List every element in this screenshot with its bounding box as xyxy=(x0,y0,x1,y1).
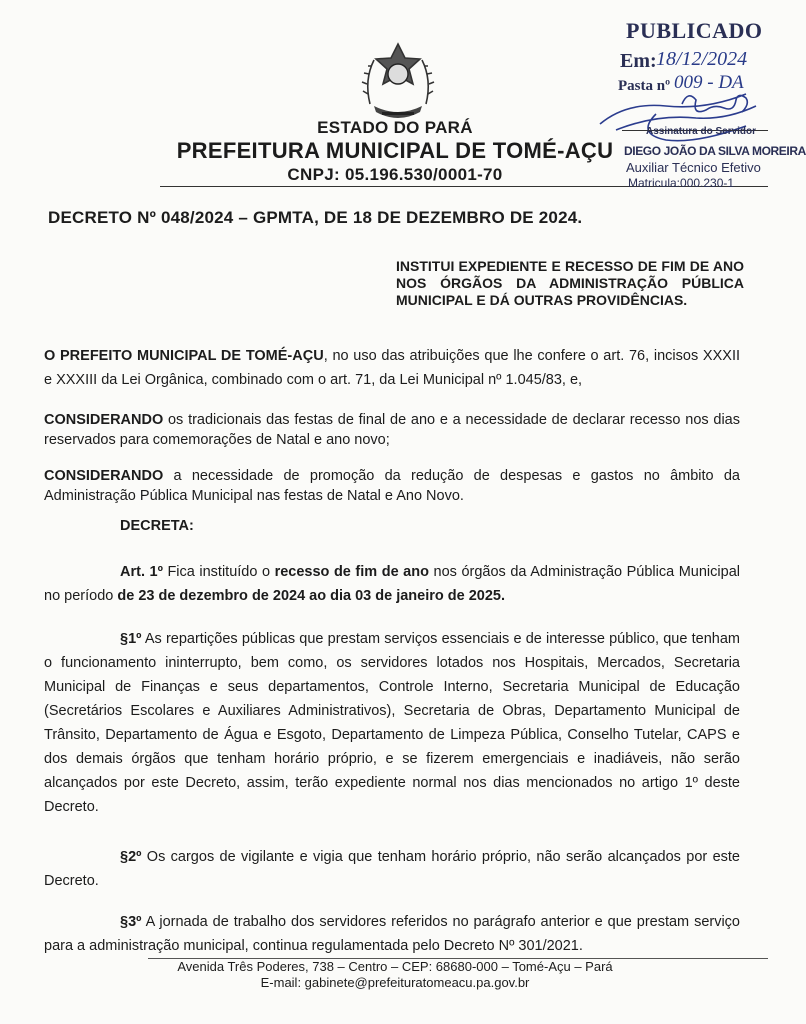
decree-summary: INSTITUI EXPEDIENTE E RECESSO DE FIM DE ANO NOS ÓRGÃOS DA ADMINISTRAÇÃO PÚBLICA MUNICIPAL E DÁ OUTRAS PROVIDÊNCIAS. xyxy=(396,258,744,308)
considering-label-1: CONSIDERANDO xyxy=(44,412,164,428)
cnpj: CNPJ: 05.196.530/0001-70 xyxy=(287,165,503,184)
intro-text: , no uso das atribuições que lhe confere o art. 76, incisos XXXII e XXXIII da Lei Orgânica, combinado com o art. 71, da Lei Municipal nº 1.045/83, e, xyxy=(44,348,740,388)
stamp-title: PUBLICADO xyxy=(626,18,763,43)
coat-of-arms-emblem xyxy=(360,38,436,122)
stamp-servant-role: Auxiliar Técnico Efetivo xyxy=(626,160,761,175)
paragraph-3 xyxy=(44,910,740,958)
considering-text-1: os tradicionais das festas de final de ano e a necessidade de declarar recesso nos dias reservados para comemorações de Natal e ano novo; xyxy=(44,412,740,448)
published-stamp xyxy=(596,12,806,192)
decreta-heading: DECRETA: xyxy=(120,518,194,534)
article-1 xyxy=(44,560,740,608)
stamp-date-value: 18/12/2024 xyxy=(656,48,748,70)
stamp-servant-name: DIEGO JOÃO DA SILVA MOREIRA xyxy=(624,144,806,158)
paragraph-2 xyxy=(44,845,740,893)
article-1-text-a: Fica instituído o xyxy=(162,564,275,580)
stamp-date-label: Em: xyxy=(620,50,657,72)
paragraph-1 xyxy=(44,627,740,819)
considering-paragraph-1 xyxy=(44,410,740,450)
stamp-registration: Matricula:000.230-1 xyxy=(628,176,735,190)
paragraph-3-text: A jornada de trabalho dos servidores referidos no parágrafo anterior e que prestam serviço para a administração municipal, continua regulamentada pelo Decreto Nº 301/2021. xyxy=(44,914,740,954)
stamp-folder-label: Pasta nº xyxy=(618,78,671,94)
paragraph-2-label: §2º xyxy=(120,849,142,865)
article-1-bold-b: de 23 de dezembro de 2024 ao dia 03 de janeiro de 2025. xyxy=(117,588,506,604)
paragraph-1-label: §1º xyxy=(120,631,142,647)
state-name: ESTADO DO PARÁ xyxy=(317,118,473,137)
considering-label-2: CONSIDERANDO xyxy=(44,468,164,484)
footer-email: E-mail: gabinete@prefeituratomeacu.pa.gov.br xyxy=(260,975,530,990)
prefecture-name: PREFEITURA MUNICIPAL DE TOMÉ-AÇU xyxy=(176,138,614,163)
considering-paragraph-2 xyxy=(44,466,740,506)
article-1-bold-a: recesso de fim de ano xyxy=(274,564,429,580)
intro-paragraph xyxy=(44,344,740,392)
mayor-label: O PREFEITO MUNICIPAL DE TOMÉ-AÇU xyxy=(44,348,324,364)
stamp-folder-value: 009 - DA xyxy=(674,72,744,93)
paragraph-3-label: §3º xyxy=(120,914,142,930)
decree-title: DECRETO Nº 048/2024 – GPMTA, DE 18 DE DEZEMBRO DE 2024. xyxy=(48,208,583,227)
paragraph-1-text: As repartições públicas que prestam serviços essenciais e de interesse público, que tenham o funcionamento ininterrupto, bem como, os servidores lotados nos Hospitais, Mercados, Secretaria Municipal de Finanças e seus departamentos, Controle Interno, Secretaria Municipal de Educação (Secretários Escolares e Auxiliares Administrativos), Secretaria de Obras, Departamento Municipal de Trânsito, Departamento de Água e Esgoto, Departamento de Limpeza Pública, Conselho Tutelar, CAPS e dos demais órgãos que tenham horário próprio, e se fizerem emergenciais e inadiáveis, não serão alcançados por este Decreto, assim, terão expediente normal nos dias mencionados no artigo 1º deste Decreto. xyxy=(44,631,740,815)
paragraph-2-text: Os cargos de vigilante e vigia que tenham horário próprio, não serão alcançados por este Decreto. xyxy=(44,849,740,889)
handwritten-signature xyxy=(596,84,768,148)
article-1-label: Art. 1º xyxy=(120,564,163,580)
footer-address: Avenida Três Poderes, 738 – Centro – CEP: 68680-000 – Tomé-Açu – Pará xyxy=(177,959,613,974)
considering-text-2: a necessidade de promoção da redução de despesas e gastos no âmbito da Administração Pública Municipal nas festas de Natal e Ano Novo. xyxy=(44,468,740,504)
article-1-text-b: nos órgãos da Administração Pública Municipal no período xyxy=(44,564,740,604)
signature-label: Assinatura do Servidor xyxy=(646,126,757,137)
